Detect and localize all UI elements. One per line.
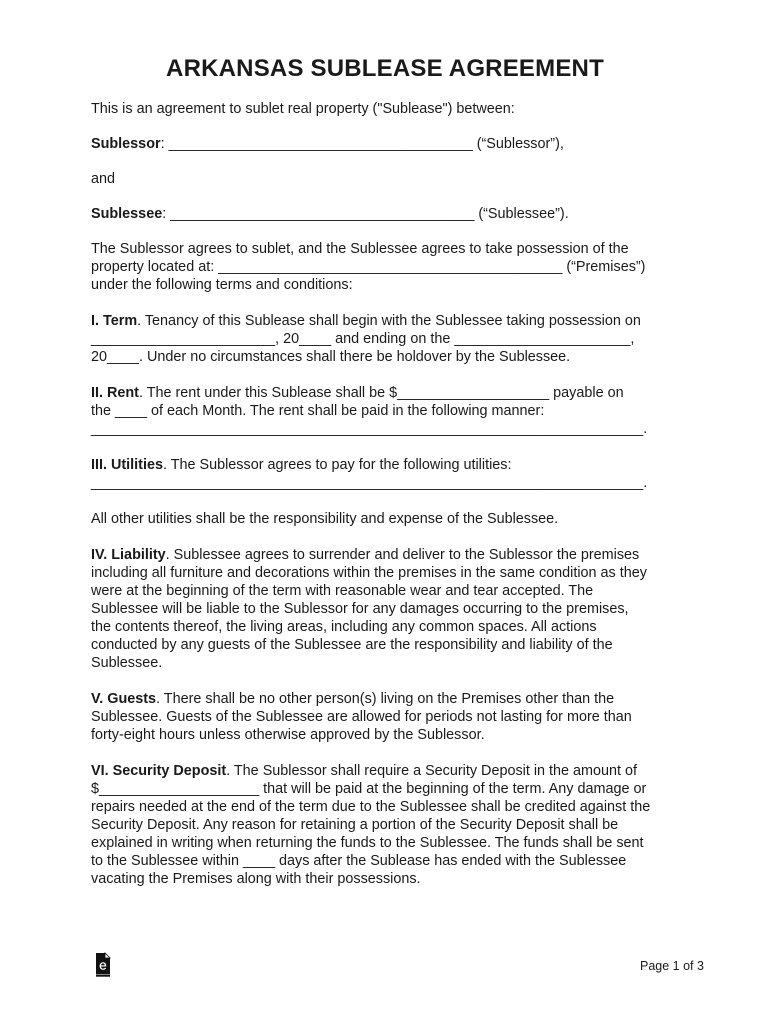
liability-line-1 (91, 546, 681, 564)
liability-line-3: were at the beginning of the term with reasonable wear and tear accepted. The (91, 583, 594, 599)
deposit-text-1: . The Sublessor shall require a Security Deposit in the amount of (226, 763, 638, 779)
liability-heading: IV. Liability (91, 547, 166, 563)
page-number: Page 1 of 3 (640, 959, 704, 973)
liability-line-7: Sublessee. (91, 655, 163, 671)
guests-section (91, 690, 681, 744)
premises-line-1: The Sublessor agrees to sublet, and the Sublessee agrees to take possession of the (91, 241, 629, 257)
liability-text-1: . Sublessee agrees to surrender and deliver to the Sublessor the premises (165, 547, 640, 563)
deposit-line-6: to the Sublessee within ____ days after the Sublease has ended with the Sublessee (91, 853, 627, 869)
term-line-1 (91, 312, 681, 330)
other-utilities-paragraph: All other utilities shall be the responsibility and expense of the Sublessee. (91, 511, 559, 527)
term-text-1: . Tenancy of this Sublease shall begin with the Sublessee taking possession on (137, 313, 641, 329)
sublessee-field: : ______________________________________ (“Sublessee”). (162, 206, 569, 222)
and-line: and (91, 171, 116, 187)
guests-heading: V. Guests (91, 691, 157, 707)
utilities-heading: III. Utilities (91, 457, 163, 473)
deposit-line-2: $____________________ that will be paid at the beginning of the term. Any damage or (91, 781, 647, 797)
utilities-line-2: _____________________________________________________________________. (91, 475, 648, 491)
premises-line-3: under the following terms and conditions: (91, 277, 353, 293)
liability-line-6: conducted by any guests of the Sublessee are the responsibility and liability of the (91, 637, 613, 653)
liability-line-5: the contents thereof, the living areas, including any common spaces. All actions (91, 619, 597, 635)
term-line-2: _______________________, 20____ and ending on the ______________________, (91, 331, 635, 347)
eforms-logo-icon (93, 952, 113, 978)
deposit-line-4: Security Deposit. Any reason for retaining a portion of the Security Deposit shall be (91, 817, 619, 833)
rent-section (91, 384, 681, 438)
premises-line-2: property located at: ___________________________________________ (“Premises”) (91, 259, 646, 275)
sublessor-label: Sublessor (91, 136, 161, 152)
rent-text-1: . The rent under this Sublease shall be $___________________ payable on (138, 385, 624, 401)
rent-line-1 (91, 384, 681, 402)
sublessor-line (91, 135, 681, 153)
rent-line-2: the ____ of each Month. The rent shall be paid in the following manner: (91, 403, 545, 419)
liability-section (91, 546, 681, 672)
liability-line-2: including all furniture and decorations within the premises in the same condition as they (91, 565, 647, 581)
term-section (91, 312, 681, 366)
sublessee-label: Sublessee (91, 206, 163, 222)
deposit-section (91, 762, 681, 888)
guests-text-1: . There shall be no other person(s) living on the Premises other than the (156, 691, 615, 707)
utilities-section (91, 456, 681, 492)
intro-paragraph: This is an agreement to sublet real property ("Sublease") between: (91, 101, 515, 117)
sublessor-field: : ______________________________________ (“Sublessor”), (160, 136, 564, 152)
document-title: ARKANSAS SUBLEASE AGREEMENT (166, 55, 604, 82)
utilities-line-1 (91, 456, 681, 474)
rent-heading: II. Rent (91, 385, 139, 401)
deposit-line-3: repairs needed at the end of the term due to the Sublessee shall be credited against the (91, 799, 651, 815)
term-heading: I. Term (91, 313, 138, 329)
rent-line-3: _____________________________________________________________________. (91, 421, 648, 437)
deposit-line-1 (91, 762, 681, 780)
liability-line-4: Sublessee will be liable to the Sublessor for any damages occurring to the premises, (91, 601, 629, 617)
guests-line-3: forty-eight hours unless otherwise approved by the Sublessor. (91, 727, 485, 743)
document-body (91, 100, 681, 888)
sublessee-line (91, 205, 681, 223)
deposit-line-7: vacating the Premises along with their possessions. (91, 871, 421, 887)
premises-paragraph (91, 240, 681, 294)
term-line-3: 20____. Under no circumstances shall there be holdover by the Sublessee. (91, 349, 571, 365)
deposit-heading: VI. Security Deposit (91, 763, 227, 779)
utilities-text-1: . The Sublessor agrees to pay for the following utilities: (162, 457, 512, 473)
guests-line-1 (91, 690, 681, 708)
guests-line-2: Sublessee. Guests of the Sublessee are allowed for periods not lasting for more than (91, 709, 632, 725)
deposit-line-5: explained in writing when returning the funds to the Sublessee. The funds shall be sent (91, 835, 644, 851)
